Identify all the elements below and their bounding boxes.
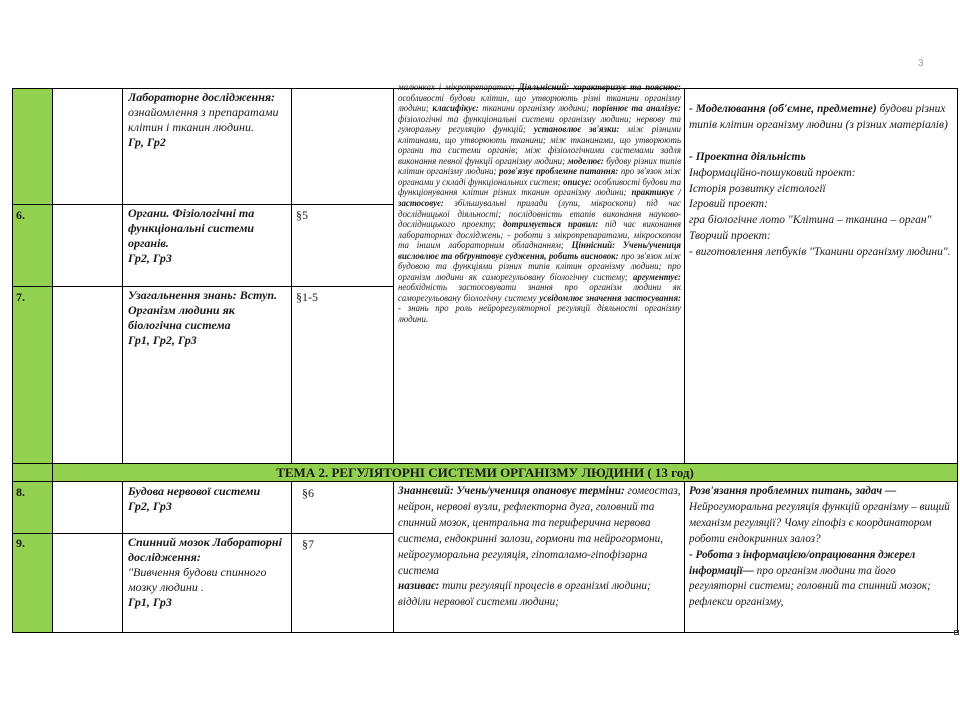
row-line-1: [12, 204, 393, 205]
paragraph-ref-7: §1-5: [296, 290, 318, 304]
outcome-lead-12: усвідомлює значення застосування:: [539, 292, 681, 303]
col-divider-2: [122, 88, 123, 463]
lesson-topic-8: [128, 484, 288, 532]
topic-9-groups: Гр1, Гр3: [128, 595, 172, 609]
outcome-text-5: будову різних типів клітин організму людини;: [398, 155, 681, 177]
activity-line-4: [689, 182, 951, 198]
topic-7-groups: Гр1, Гр2, Гр3: [128, 333, 197, 347]
activity-line-5: [689, 197, 951, 213]
lesson-number-8: 8.: [16, 485, 25, 499]
paragraph-ref-6: §5: [296, 208, 308, 222]
curriculum-table: [12, 82, 958, 633]
col-divider-5b: [684, 481, 685, 632]
lesson-topic-9: [128, 535, 288, 631]
col-divider-4b: [393, 481, 394, 632]
row-line-2: [12, 286, 393, 287]
info-work-lead: - Робота з інформацією/опрацювання джерел інформації—: [689, 548, 916, 577]
problem-solving-text: Нейрогуморальна регуляція функцій організму – вищий механізм регуляції? Чому гіпофіз є координатором роботи ендокринних залоз?: [689, 500, 950, 545]
activity-lead-2: - Проектна діяльність: [689, 150, 806, 163]
activity-text-0: будови різних типів клітин організму людини (з різних матеріалів): [689, 103, 948, 131]
lesson-number-6: 6.: [16, 208, 25, 222]
outcome-text-8: збільшувальні прилади (лупи, мікроскопи) під час дослідницької діяльності; послідовність етапів виконання науково-дослідницького проекту;: [398, 198, 681, 230]
learning-activities-top: [689, 102, 951, 460]
topic-9-description: "Вивчення будови спинного мозку людини .: [128, 565, 267, 594]
names-lead: називає:: [398, 580, 440, 593]
col-divider-1: [52, 88, 53, 632]
paragraph-ref-8: §6: [302, 486, 314, 500]
outcome-text-2: тканини організму людини;: [478, 103, 593, 114]
outcome-lead-4: установлює зв'язки:: [533, 124, 620, 135]
knowledge-lead: Знаннєвий: Учень/учениця опановує терміни:: [398, 485, 625, 497]
col-divider-3b: [291, 481, 292, 632]
outcome-text-3: фізіологічні та функціональні системи організму людини; нервову та гуморальну регуляцію функцій;: [398, 113, 681, 135]
col-divider-2b: [122, 481, 123, 632]
lab-groups: Гр, Гр2: [128, 135, 166, 149]
topic-9-title: Спинний мозок Лабораторні дослідження:: [128, 535, 282, 564]
names-text: типи регуляції процесів в організмі людини; відділи нервової системи людини;: [398, 580, 651, 609]
activity-text-4: Історія розвитку гістології: [689, 182, 826, 195]
outcome-lead-1: Діяльнісний: характеризує та пояснює:: [518, 82, 681, 92]
lesson-topic-6: [128, 206, 288, 284]
knowledge-terms: гомеостаз, нейрон, нервові вузли, рефлекторна дуга, головний та спинний мозок, центральна та периферична нервова система, ендокринні залози, гормони та нейрогормони, нейрогуморальна регуляція, гіпоталамо-гіпофізарна система: [398, 485, 681, 577]
paragraph-ref-9: §7: [302, 537, 314, 551]
outcome-lead-6: розв'язує проблемне питання:: [499, 166, 619, 177]
outcome-text-12: - знань про роль нейрорегуляторної регуляції діяльності організму людини.: [398, 303, 681, 325]
outcome-text-4: між різними клітинами, що утворюють тканини; між тканинами, що утворюють органи та системи органів; між фізіологічними системами задля виконання певної функції організму людини;: [398, 124, 681, 166]
outcome-lead-7: описує:: [563, 176, 592, 187]
lesson-number-9: 9.: [16, 536, 25, 550]
row-line-theme-bottom: [12, 481, 958, 482]
activity-text-3: Інформаційно-пошуковий проект:: [689, 166, 856, 179]
outcome-text-11: необхідність застосовувати знання про організм людини як саморегульовану біологічну систему: [398, 282, 681, 303]
lab-title: Лабораторне дослідження:: [128, 90, 276, 104]
col-divider-3: [291, 88, 292, 463]
lesson-number-7: 7.: [16, 290, 25, 304]
activity-text-8: - виготовлення лепбуків "Тканини організму людини".: [689, 246, 951, 259]
activity-line-2: [689, 150, 951, 166]
outcome-text-9: під час виконання лабораторних досліджень; - роботи з мікропрепаратами, мікроскопом та іншим лабораторним обладнанням;: [398, 219, 681, 251]
outcome-text-0: малюнках і мікропрепаратах;: [398, 82, 515, 92]
topic-6-groups: Гр2, Гр3: [128, 251, 172, 265]
learning-activities-bottom: [689, 484, 953, 630]
outcome-text-1: особливості будови клітин, що утворюють різні тканини організму людини;: [398, 92, 681, 114]
topic-8-groups: Гр2, Гр3: [128, 499, 172, 513]
outcome-lead-10: Ціннісний: Учень/учениця висловлює та обґрунтовує судження, робить висновок:: [398, 240, 681, 261]
outcome-lead-11: аргументує:: [632, 271, 681, 282]
activity-lead-0: - Моделювання (об'ємне, предметне): [689, 103, 877, 115]
theme-heading: ТЕМА 2. РЕГУЛЯТОРНІ СИСТЕМИ ОРГАНІЗМУ ЛЮДИНИ ( 13 год): [276, 465, 694, 480]
outcome-text-7: особливості будови та функціонування клітин різних тканин організму людини;: [398, 176, 681, 198]
lesson-topic-lab: [128, 90, 288, 202]
activity-line-0: [689, 102, 951, 134]
outcome-lead-9: дотримується правил:: [502, 219, 599, 230]
info-work-text: про організм людини та його регуляторні системи; головний та спинний мозок; рефлекси організму,: [689, 564, 931, 609]
outcome-lead-3: порівнює та аналізує:: [592, 103, 681, 114]
expected-outcomes-bottom: [398, 484, 681, 630]
outcome-text-10: про зв'язок між будовою та функціями різних типів клітин організму людини; про організм людини як саморегульовану біологічну систему;: [398, 250, 681, 282]
activity-text-6: гра біологічне лото "Клітина – тканина – орган": [689, 214, 932, 227]
outcome-lead-8: практикує / застосовує:: [398, 187, 681, 209]
expected-outcomes-top: [398, 82, 681, 462]
lesson-topic-7: [128, 288, 288, 460]
activity-line-7: [689, 229, 951, 245]
lab-description: ознайомлення з препаратами клітин і тканин людини.: [128, 105, 279, 134]
outcome-lead-5: моделює:: [567, 155, 604, 166]
topic-8-title: Будова нервової системи: [128, 484, 261, 498]
activity-line-3: [689, 166, 951, 182]
activity-line-1: [689, 134, 951, 150]
problem-solving-lead: Розв'язання проблемних питань, задач —: [689, 485, 897, 497]
topic-7-title: Узагальнення знань: Вступ. Організм людини як біологічна система: [128, 288, 278, 332]
outcome-text-6: про зв'язок між органами у складі функціональних систем;: [398, 166, 681, 187]
page-number: 3: [918, 58, 924, 69]
activity-line-8: [689, 245, 951, 261]
activity-line-6: [689, 213, 951, 229]
col-divider-4: [393, 88, 394, 463]
col-divider-5: [684, 88, 685, 463]
activity-text-5: Ігровий проект:: [689, 198, 768, 211]
row-line-3: [12, 533, 393, 534]
topic-6-title: Органи. Фізіологічні та функціональні системи органів.: [128, 206, 255, 250]
outcome-lead-2: класифікує:: [432, 103, 479, 114]
resize-handle: [954, 630, 959, 635]
activity-text-7: Творчий проект:: [689, 230, 771, 243]
